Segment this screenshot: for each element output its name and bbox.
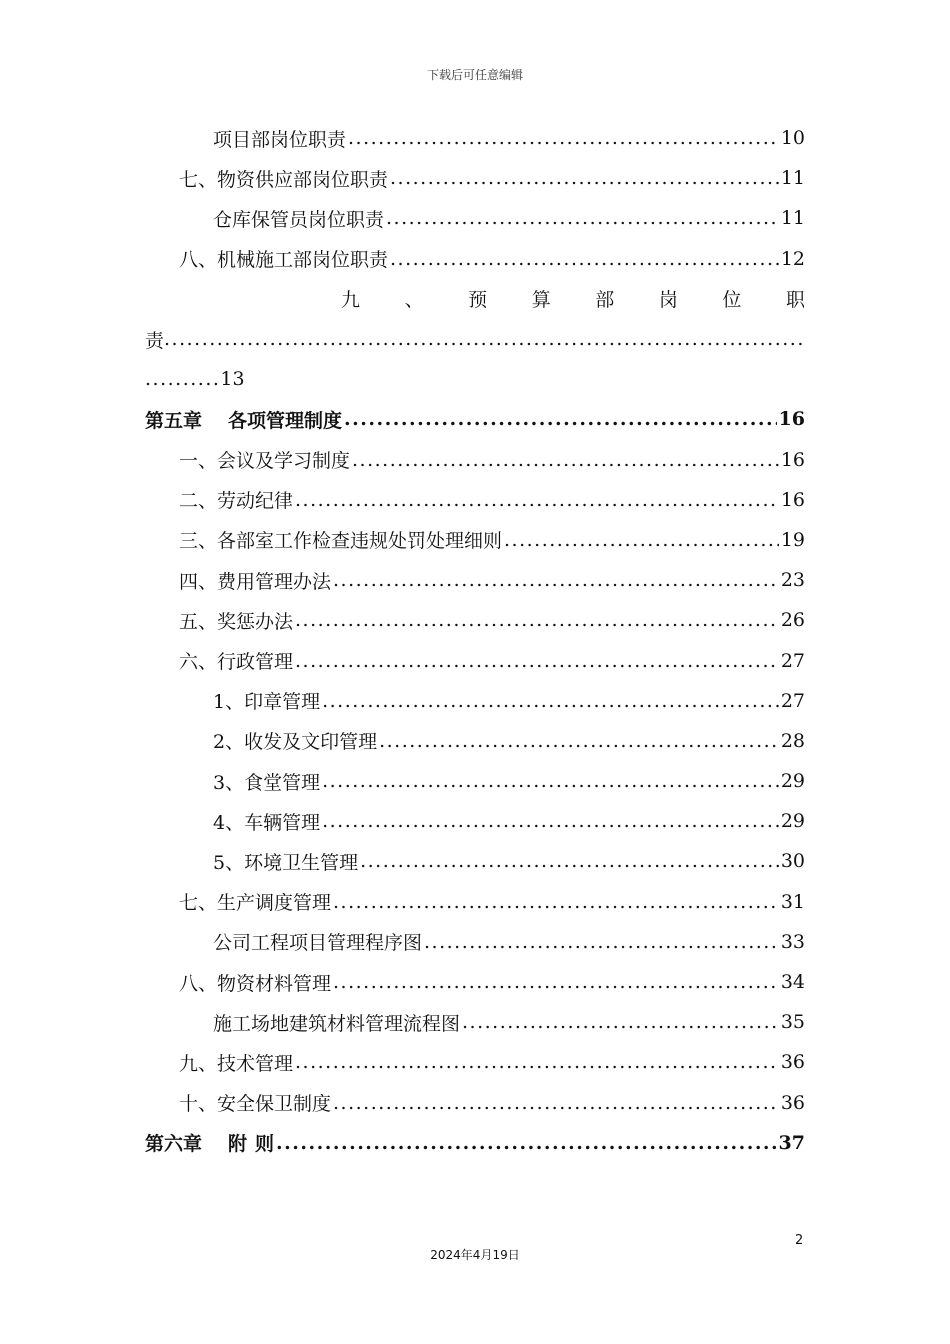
toc-entry-page: 36: [780, 1051, 805, 1074]
toc-entry-page: 35: [780, 1011, 805, 1034]
toc-entry[interactable]: [145, 239, 805, 279]
toc-leader-dots: [360, 850, 779, 872]
toc-entry-label: 七、生产调度管理: [179, 892, 332, 915]
toc-entry[interactable]: [145, 158, 805, 198]
toc-chapter-label: [145, 1129, 274, 1156]
toc-entry-label: 3、食堂管理: [213, 771, 321, 794]
toc-entry-page: 23: [780, 569, 805, 592]
toc-entry-wrap-line: [145, 319, 805, 359]
toc-entry-page: 11: [780, 167, 805, 190]
toc-chapter[interactable]: [145, 399, 805, 439]
toc-leader-dots: [295, 609, 779, 631]
toc-entry-label: 项目部岗位职责: [213, 128, 347, 151]
toc-entry-label: 三、各部室工作检查违规处罚处理细则: [179, 530, 503, 553]
toc-entry-page: 28: [780, 729, 805, 752]
toc-entry-page: 31: [780, 890, 805, 913]
toc-entry-page: 27: [780, 689, 805, 712]
toc-entry[interactable]: [145, 520, 805, 560]
toc-entry-label: 四、费用管理办法: [179, 570, 332, 593]
table-of-contents: [145, 118, 805, 1163]
chapter-title: 附: [228, 1133, 248, 1156]
toc-entry-label: 公司工程项目管理程序图: [213, 932, 423, 955]
chapter-number: 第六章: [145, 1133, 203, 1156]
toc-entry[interactable]: [145, 1042, 805, 1082]
toc-entry[interactable]: [145, 640, 805, 680]
toc-char: 岗: [658, 289, 678, 312]
toc-entry-label: 二、劳动纪律: [179, 490, 294, 513]
toc-entry-justified[interactable]: [145, 279, 805, 319]
toc-entry[interactable]: [145, 721, 805, 761]
toc-entry-page: 26: [780, 609, 805, 632]
toc-entry[interactable]: [145, 882, 805, 922]
chapter-title: 则: [255, 1133, 275, 1156]
toc-leader-dots: [504, 529, 779, 551]
toc-entry-label: 施工场地建筑材料管理流程图: [213, 1012, 461, 1035]
toc-entry-page: 16: [778, 408, 805, 431]
toc-entry[interactable]: [145, 118, 805, 158]
toc-leader-dots: [379, 730, 779, 752]
toc-leader-dots: [164, 328, 805, 350]
toc-entry[interactable]: [145, 681, 805, 721]
toc-entry-label: 2、收发及文印管理: [213, 731, 378, 754]
toc-leader-dots: [462, 1011, 779, 1033]
toc-entry-label: 十、安全保卫制度: [179, 1093, 332, 1116]
toc-leader-dots: [322, 770, 779, 792]
toc-wrap-char: 责: [145, 329, 165, 352]
toc-entry-page: 29: [780, 770, 805, 793]
toc-entry[interactable]: [145, 1002, 805, 1042]
toc-char: 算: [531, 289, 551, 312]
toc-leader-dots: [295, 650, 779, 672]
toc-entry-label: 八、物资材料管理: [179, 972, 332, 995]
toc-leader-dots: [295, 1051, 779, 1073]
chapter-title: 各项管理制度: [228, 409, 343, 432]
toc-entry-page: 13: [220, 368, 245, 391]
toc-entry-page: 11: [780, 207, 805, 230]
toc-leader-dots: [276, 1132, 777, 1154]
toc-entry[interactable]: [145, 480, 805, 520]
toc-entry-label: 5、环境卫生管理: [213, 851, 359, 874]
toc-entry-page: 10: [780, 127, 805, 150]
toc-entry-page: 37: [778, 1131, 805, 1154]
toc-entry-page: 12: [780, 247, 805, 270]
toc-leader-dots: [386, 207, 779, 229]
toc-leader-dots: [390, 248, 779, 270]
toc-entry[interactable]: [145, 440, 805, 480]
toc-entry[interactable]: [145, 841, 805, 881]
toc-entry-page: 34: [780, 971, 805, 994]
toc-entry[interactable]: [145, 600, 805, 640]
toc-leader-dots: [333, 891, 779, 913]
toc-entry-page: 16: [780, 488, 805, 511]
toc-entry-page: 30: [780, 850, 805, 873]
toc-entry[interactable]: [145, 801, 805, 841]
toc-entry-page: 33: [780, 930, 805, 953]
toc-entry-page: 27: [780, 649, 805, 672]
toc-char: 职: [785, 289, 805, 312]
toc-entry-wrap-line: [145, 359, 805, 399]
toc-entry[interactable]: [145, 198, 805, 238]
toc-leader-dots: [295, 489, 779, 511]
page-footer-date: 2024年4月19日: [430, 1248, 520, 1262]
toc-entry[interactable]: [145, 1083, 805, 1123]
toc-char: 预: [468, 289, 488, 312]
page-header: 下载后可任意编辑: [426, 68, 523, 82]
toc-char: 部: [595, 289, 615, 312]
toc-entry[interactable]: [145, 560, 805, 600]
toc-char: 位: [722, 289, 742, 312]
toc-entry-label: 六、行政管理: [179, 651, 294, 674]
toc-entry-label: 仓库保管员岗位职责: [213, 208, 385, 231]
toc-leader-dots: [348, 127, 779, 149]
toc-leader-dots: [322, 810, 779, 832]
toc-char: 、: [404, 289, 424, 312]
toc-leader-dots: [424, 931, 779, 953]
toc-entry-label: 4、车辆管理: [213, 811, 321, 834]
toc-entry-page: 16: [780, 448, 805, 471]
toc-chapter[interactable]: [145, 1123, 805, 1163]
toc-entry[interactable]: [145, 761, 805, 801]
toc-entry-page: 19: [780, 528, 805, 551]
toc-entry-label: 五、奖惩办法: [179, 610, 294, 633]
toc-entry-label: 一、会议及学习制度: [179, 450, 351, 473]
toc-leader-dots: [344, 408, 777, 430]
page-number: 2: [795, 1233, 804, 1248]
toc-leader-dots: [333, 569, 779, 591]
toc-leader-dots: [352, 449, 779, 471]
toc-entry-label: 八、机械施工部岗位职责: [179, 249, 389, 272]
toc-entry-label: 1、印章管理: [213, 691, 321, 714]
toc-leader-dots: [322, 690, 779, 712]
toc-leader-dots: [333, 1092, 779, 1114]
toc-entry-page: 29: [780, 810, 805, 833]
toc-leader-dots: [333, 971, 779, 993]
chapter-number: 第五章: [145, 409, 203, 432]
toc-entry-page: 36: [780, 1091, 805, 1114]
toc-leader-dots: ..........: [145, 368, 221, 391]
toc-chapter-label: [145, 406, 342, 433]
toc-entry-label: 七、物资供应部岗位职责: [179, 168, 389, 191]
toc-entry-label: 九、技术管理: [179, 1052, 294, 1075]
toc-char: 九: [341, 289, 361, 312]
toc-entry[interactable]: [145, 962, 805, 1002]
toc-leader-dots: [390, 167, 779, 189]
toc-entry[interactable]: [145, 922, 805, 962]
